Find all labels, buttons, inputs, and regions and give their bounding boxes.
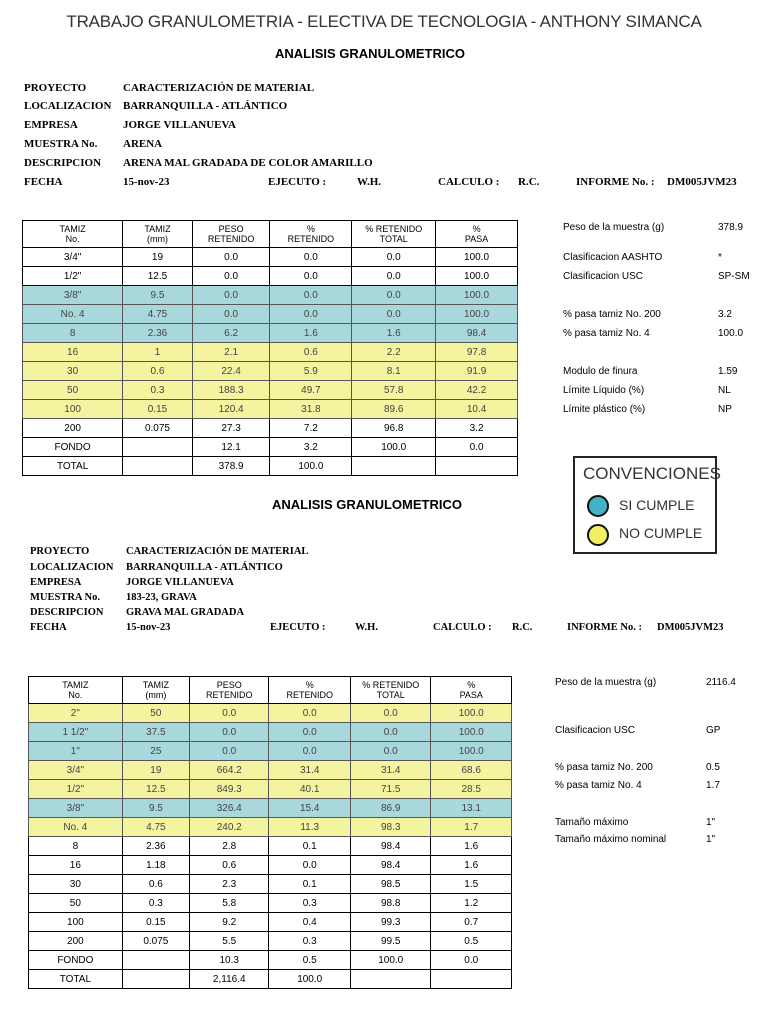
table-cell: TOTAL — [23, 457, 123, 476]
summary-value: NL — [718, 385, 731, 396]
table-cell: 2,116.4 — [189, 970, 268, 989]
table-row — [23, 438, 518, 457]
table-cell: 68.6 — [431, 761, 512, 780]
empresa-label-2: EMPRESA — [30, 577, 82, 588]
table-cell: 16 — [23, 343, 123, 362]
localizacion-value-2: BARRANQUILLA - ATLÁNTICO — [126, 562, 283, 573]
table-cell: 0.0 — [192, 248, 270, 267]
table-row — [23, 457, 518, 476]
summary-value: * — [718, 252, 722, 263]
table-row — [29, 837, 512, 856]
informe-label-2: INFORME No. : — [567, 622, 642, 633]
table-cell: 1.18 — [122, 856, 189, 875]
localizacion-label-2: LOCALIZACION — [30, 562, 114, 573]
table-cell: 100 — [29, 913, 123, 932]
summary-label: % pasa tamiz No. 4 — [555, 780, 642, 791]
table-cell: 5.8 — [189, 894, 268, 913]
table-row — [29, 970, 512, 989]
table-cell: 120.4 — [192, 400, 270, 419]
table-row — [23, 305, 518, 324]
table-cell: 99.3 — [350, 913, 431, 932]
table-cell: 3/8" — [23, 286, 123, 305]
ejecuto-label: EJECUTO : — [268, 176, 327, 188]
table-cell: 0.5 — [269, 951, 351, 970]
table-row — [29, 780, 512, 799]
table-cell: 96.8 — [352, 419, 436, 438]
analysis2-heading: ANALISIS GRANULOMETRICO — [272, 497, 462, 512]
table-cell: 71.5 — [350, 780, 431, 799]
table-row — [29, 799, 512, 818]
table-cell: 57.8 — [352, 381, 436, 400]
ejecuto-value: W.H. — [357, 176, 382, 188]
table-cell: 42.2 — [436, 381, 518, 400]
table-row — [29, 761, 512, 780]
summary-label: Clasificacion USC — [563, 271, 644, 282]
fecha-label: FECHA — [24, 176, 63, 188]
table-cell: 86.9 — [350, 799, 431, 818]
table-cell: 2.36 — [123, 324, 193, 343]
table-cell: No. 4 — [23, 305, 123, 324]
summary-value: SP-SM — [718, 271, 750, 282]
table-cell: 12.5 — [123, 267, 193, 286]
column-header: % RETENIDO TOTAL — [352, 221, 436, 248]
calculo-value: R.C. — [518, 176, 540, 188]
table-row — [23, 248, 518, 267]
page-title: TRABAJO GRANULOMETRIA - ELECTIVA DE TECNOLOGIA - ANTHONY SIMANCA — [66, 12, 702, 31]
table-cell: 100.0 — [270, 457, 352, 476]
descripcion-label-2: DESCRIPCION — [30, 607, 104, 618]
table-row — [29, 951, 512, 970]
table-row — [29, 742, 512, 761]
column-header: TAMIZ No. — [23, 221, 123, 248]
table-cell — [436, 457, 518, 476]
table-row — [23, 381, 518, 400]
summary-label: Peso de la muestra (g) — [563, 222, 665, 233]
si-cumple-label: SI CUMPLE — [619, 497, 695, 513]
calculo-label: CALCULO : — [438, 176, 500, 188]
table-cell: 0.0 — [192, 267, 270, 286]
summary-value: NP — [718, 404, 732, 415]
summary-value: 378.9 — [718, 222, 744, 233]
calculo-label-2: CALCULO : — [433, 622, 492, 633]
table-cell: 7.2 — [270, 419, 352, 438]
table-cell: 12.1 — [192, 438, 270, 457]
table-cell: 0.0 — [269, 704, 351, 723]
table-cell: 3/4" — [29, 761, 123, 780]
table-cell: 0.0 — [350, 723, 431, 742]
table-row — [29, 932, 512, 951]
table-cell: 0.0 — [192, 305, 270, 324]
fecha-value: 15-nov-23 — [123, 176, 170, 188]
analysis1-heading: ANALISIS GRANULOMETRICO — [275, 46, 465, 61]
table-row — [29, 704, 512, 723]
table-cell: 0.0 — [270, 267, 352, 286]
table-cell: 22.4 — [192, 362, 270, 381]
table-cell: 4.75 — [123, 305, 193, 324]
table-row — [29, 894, 512, 913]
table-cell: 326.4 — [189, 799, 268, 818]
column-header: % RETENIDO — [270, 221, 352, 248]
table-cell: 1.7 — [431, 818, 512, 837]
table-cell: 0.1 — [269, 837, 351, 856]
table-cell: 37.5 — [122, 723, 189, 742]
table-cell: 2.2 — [352, 343, 436, 362]
table-cell: 664.2 — [189, 761, 268, 780]
table-cell: 0.0 — [269, 742, 351, 761]
table-cell: 9.5 — [123, 286, 193, 305]
table-cell: 0.0 — [189, 742, 268, 761]
table-cell: 4.75 — [122, 818, 189, 837]
summary-value: 1" — [706, 817, 716, 828]
table-cell: 19 — [122, 761, 189, 780]
table-cell: 19 — [123, 248, 193, 267]
table-cell: 28.5 — [431, 780, 512, 799]
table-cell: 0.6 — [189, 856, 268, 875]
table-cell: 0.0 — [431, 951, 512, 970]
table-cell: 11.3 — [269, 818, 351, 837]
table-cell: 0.0 — [189, 704, 268, 723]
table-cell: 0.075 — [122, 932, 189, 951]
table-cell: 25 — [122, 742, 189, 761]
table-cell: 240.2 — [189, 818, 268, 837]
summary-label: % pasa tamiz No. 200 — [555, 762, 653, 773]
column-header: % PASA — [436, 221, 518, 248]
table-cell: 0.0 — [270, 248, 352, 267]
empresa-label: EMPRESA — [24, 119, 78, 131]
summary-label: % pasa tamiz No. 200 — [563, 309, 661, 320]
summary-label: Peso de la muestra (g) — [555, 677, 657, 688]
table-cell — [122, 951, 189, 970]
table-cell: 98.4 — [436, 324, 518, 343]
table-cell: 0.1 — [269, 875, 351, 894]
table-cell: 99.5 — [350, 932, 431, 951]
table-cell: 9.2 — [189, 913, 268, 932]
table-cell: 98.5 — [350, 875, 431, 894]
proyecto-value-2: CARACTERIZACIÓN DE MATERIAL — [126, 546, 309, 557]
table-cell: 2" — [29, 704, 123, 723]
table-cell: 0.5 — [431, 932, 512, 951]
table-cell: 100.0 — [436, 305, 518, 324]
proyecto-value: CARACTERIZACIÓN DE MATERIAL — [123, 82, 315, 94]
table-cell: 100.0 — [436, 286, 518, 305]
table-row — [23, 419, 518, 438]
table-cell: 27.3 — [192, 419, 270, 438]
table-cell: 30 — [23, 362, 123, 381]
table-cell: 0.0 — [270, 286, 352, 305]
table-cell: 0.3 — [269, 932, 351, 951]
table-row — [23, 324, 518, 343]
descripcion-value-2: GRAVA MAL GRADADA — [126, 607, 245, 618]
table-cell: 849.3 — [189, 780, 268, 799]
table-cell: 98.8 — [350, 894, 431, 913]
table-cell: 0.6 — [122, 875, 189, 894]
table-cell: 1.6 — [270, 324, 352, 343]
table-cell: 100.0 — [436, 267, 518, 286]
muestra-value: ARENA — [123, 138, 163, 150]
table-cell: 31.4 — [269, 761, 351, 780]
summary-value: 100.0 — [718, 328, 744, 339]
summary-label: Clasificacion USC — [555, 725, 636, 736]
muestra-value-2: 183-23, GRAVA — [126, 592, 197, 603]
table-cell: 6.2 — [192, 324, 270, 343]
table-row — [29, 818, 512, 837]
table-cell: 3.2 — [436, 419, 518, 438]
summary-value: 2116.4 — [706, 677, 736, 688]
table-cell: 10.3 — [189, 951, 268, 970]
muestra-label-2: MUESTRA No. — [30, 592, 101, 603]
legend-title: CONVENCIONES — [583, 464, 721, 483]
table-cell — [352, 457, 436, 476]
proyecto-label-2: PROYECTO — [30, 546, 90, 557]
table-cell: No. 4 — [29, 818, 123, 837]
table-cell: 100.0 — [269, 970, 351, 989]
table-header-row — [23, 221, 518, 248]
table-cell: 50 — [23, 381, 123, 400]
table-cell: 98.4 — [350, 856, 431, 875]
table-row — [23, 362, 518, 381]
table-cell — [122, 970, 189, 989]
column-header: TAMIZ (mm) — [122, 677, 189, 704]
column-header: % RETENIDO TOTAL — [350, 677, 431, 704]
table-cell: 89.6 — [352, 400, 436, 419]
table-cell: 2.1 — [192, 343, 270, 362]
table-cell: 40.1 — [269, 780, 351, 799]
table-cell: 8.1 — [352, 362, 436, 381]
table-cell: 13.1 — [431, 799, 512, 818]
table-row — [29, 875, 512, 894]
table-row — [23, 400, 518, 419]
table-row — [23, 343, 518, 362]
column-header: % PASA — [431, 677, 512, 704]
summary-label: % pasa tamiz No. 4 — [563, 328, 650, 339]
table-cell: 30 — [29, 875, 123, 894]
table-cell: 0.0 — [269, 856, 351, 875]
table-cell: 100 — [23, 400, 123, 419]
table-cell: 98.3 — [350, 818, 431, 837]
table-cell: 31.8 — [270, 400, 352, 419]
no-cumple-label: NO CUMPLE — [619, 525, 703, 541]
table-cell: 100.0 — [350, 951, 431, 970]
table-cell: 1.2 — [431, 894, 512, 913]
summary-label: Modulo de finura — [563, 366, 638, 377]
table-cell: 98.4 — [350, 837, 431, 856]
table-cell: 0.3 — [122, 894, 189, 913]
table-cell: 0.15 — [122, 913, 189, 932]
table-cell: 200 — [29, 932, 123, 951]
granulometry-table-2 — [28, 676, 512, 989]
table-cell: 0.0 — [269, 723, 351, 742]
table-cell: 5.5 — [189, 932, 268, 951]
table-cell: 100.0 — [431, 742, 512, 761]
table-cell: 100.0 — [431, 704, 512, 723]
table-cell: 0.0 — [350, 742, 431, 761]
table-cell: 91.9 — [436, 362, 518, 381]
no-cumple-swatch — [587, 524, 609, 546]
calculo-value-2: R.C. — [512, 622, 533, 633]
column-header: PESO RETENIDO — [192, 221, 270, 248]
table-cell: 1/2" — [29, 780, 123, 799]
summary-label: Tamaño máximo — [555, 817, 629, 828]
table-header-row — [29, 677, 512, 704]
table-cell: 1.6 — [431, 837, 512, 856]
table-cell: 15.4 — [269, 799, 351, 818]
table-cell: 5.9 — [270, 362, 352, 381]
table-cell: 0.3 — [123, 381, 193, 400]
table-cell: 50 — [122, 704, 189, 723]
summary-label: Clasificacion AASHTO — [563, 252, 663, 263]
fecha-label-2: FECHA — [30, 622, 67, 633]
fecha-value-2: 15-nov-23 — [126, 622, 171, 633]
table-cell: 0.15 — [123, 400, 193, 419]
table-cell: 1.5 — [431, 875, 512, 894]
table-cell: 2.36 — [122, 837, 189, 856]
table-cell: 0.0 — [352, 267, 436, 286]
muestra-label: MUESTRA No. — [24, 138, 98, 150]
table-row — [29, 723, 512, 742]
table-cell: FONDO — [29, 951, 123, 970]
table-cell: 0.0 — [189, 723, 268, 742]
table-cell: 0.0 — [352, 248, 436, 267]
table-cell: 1 — [123, 343, 193, 362]
table-row — [23, 267, 518, 286]
table-cell: 0.0 — [350, 704, 431, 723]
table-cell — [123, 457, 193, 476]
table-cell: 1 1/2" — [29, 723, 123, 742]
table-cell: 2.3 — [189, 875, 268, 894]
localizacion-value: BARRANQUILLA - ATLÁNTICO — [123, 100, 288, 112]
table-cell: FONDO — [23, 438, 123, 457]
summary-label: Límite Líquido (%) — [563, 385, 645, 396]
table-cell — [123, 438, 193, 457]
table-cell: 50 — [29, 894, 123, 913]
empresa-value-2: JORGE VILLANUEVA — [126, 577, 234, 588]
table-cell: 0.0 — [436, 438, 518, 457]
summary-label: Límite plástico (%) — [563, 404, 646, 415]
table-cell: 0.0 — [352, 286, 436, 305]
table-cell: 378.9 — [192, 457, 270, 476]
summary-value: 1.7 — [706, 780, 720, 791]
table-cell: 10.4 — [436, 400, 518, 419]
ejecuto-label-2: EJECUTO : — [270, 622, 326, 633]
table-cell — [431, 970, 512, 989]
table-cell: 1/2" — [23, 267, 123, 286]
descripcion-label: DESCRIPCION — [24, 157, 102, 169]
table-cell: 0.0 — [270, 305, 352, 324]
column-header: TAMIZ (mm) — [123, 221, 193, 248]
table-cell: 12.5 — [122, 780, 189, 799]
summary-value: 1" — [706, 834, 716, 845]
table-cell: 0.6 — [123, 362, 193, 381]
granulometry-table-1 — [22, 220, 518, 476]
table-cell: 200 — [23, 419, 123, 438]
column-header: % RETENIDO — [269, 677, 351, 704]
table-cell: 49.7 — [270, 381, 352, 400]
informe-value-2: DM005JVM23 — [657, 622, 724, 633]
column-header: PESO RETENIDO — [189, 677, 268, 704]
ejecuto-value-2: W.H. — [355, 622, 378, 633]
table-cell: 31.4 — [350, 761, 431, 780]
table-cell: 100.0 — [431, 723, 512, 742]
informe-label: INFORME No. : — [576, 176, 655, 188]
summary-value: 1.59 — [718, 366, 738, 377]
table-row — [23, 286, 518, 305]
table-cell: TOTAL — [29, 970, 123, 989]
table-cell: 8 — [23, 324, 123, 343]
empresa-value: JORGE VILLANUEVA — [123, 119, 236, 131]
table-cell: 3/4" — [23, 248, 123, 267]
summary-value: GP — [706, 725, 721, 736]
table-cell: 2.8 — [189, 837, 268, 856]
table-cell: 188.3 — [192, 381, 270, 400]
summary-value: 0.5 — [706, 762, 720, 773]
table-cell: 0.3 — [269, 894, 351, 913]
table-cell: 1" — [29, 742, 123, 761]
table-row — [29, 856, 512, 875]
table-cell: 0.075 — [123, 419, 193, 438]
table-cell: 0.4 — [269, 913, 351, 932]
table-cell: 16 — [29, 856, 123, 875]
table-cell: 1.6 — [431, 856, 512, 875]
summary-value: 3.2 — [718, 309, 732, 320]
table-cell: 100.0 — [352, 438, 436, 457]
table-cell: 3.2 — [270, 438, 352, 457]
table-cell: 0.7 — [431, 913, 512, 932]
table-cell: 97.8 — [436, 343, 518, 362]
localizacion-label: LOCALIZACION — [24, 100, 112, 112]
column-header: TAMIZ No. — [29, 677, 123, 704]
table-cell: 1.6 — [352, 324, 436, 343]
informe-value: DM005JVM23 — [667, 176, 737, 188]
table-cell: 100.0 — [436, 248, 518, 267]
table-cell: 0.0 — [352, 305, 436, 324]
table-cell: 3/8" — [29, 799, 123, 818]
table-cell: 8 — [29, 837, 123, 856]
table-row — [29, 913, 512, 932]
table-cell: 9.5 — [122, 799, 189, 818]
summary-label: Tamaño máximo nominal — [555, 834, 667, 845]
table-cell: 0.6 — [270, 343, 352, 362]
table-cell — [350, 970, 431, 989]
descripcion-value: ARENA MAL GRADADA DE COLOR AMARILLO — [123, 157, 373, 169]
proyecto-label: PROYECTO — [24, 82, 87, 94]
table-cell: 0.0 — [192, 286, 270, 305]
